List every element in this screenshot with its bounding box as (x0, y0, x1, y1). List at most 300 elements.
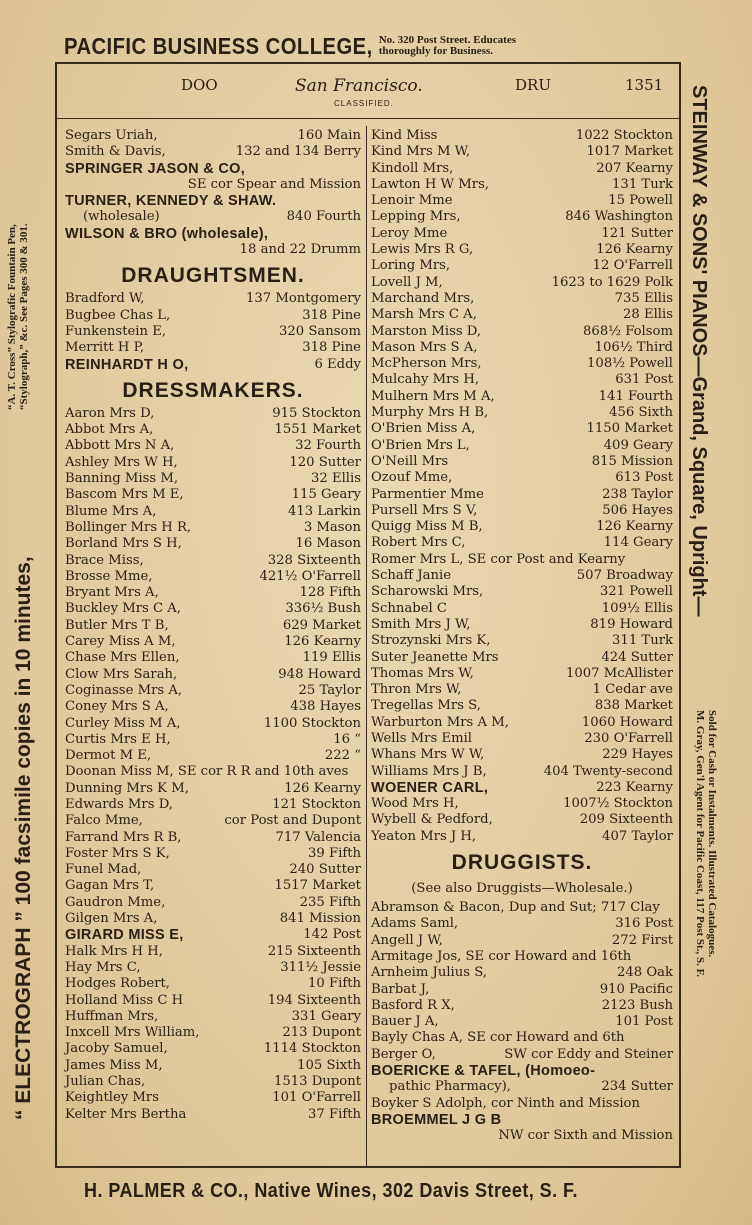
entry-address: 438 Hayes (290, 699, 361, 715)
entry-address: 160 Main (297, 128, 361, 143)
entry-address: 815 Mission (591, 453, 673, 469)
entry-name: Gaudron Mme, (65, 894, 166, 910)
entry-name: Hay Mrs C, (65, 959, 141, 975)
entry-name: TURNER, KENNEDY & SHAW. (65, 193, 277, 210)
entry-name: Kind Miss (371, 128, 438, 143)
directory-entry (65, 618, 361, 634)
entry-name: Ashley Mrs W H, (65, 454, 178, 470)
entry-name: BOERICKE & TAFEL, (Homoeo- (371, 1063, 596, 1080)
directory-entry (371, 193, 673, 209)
entry-name: Tregellas Mrs S, (371, 698, 481, 714)
page-number: 1351 (625, 76, 664, 94)
entry-address: 121 Sutter (601, 225, 673, 241)
header-rule (57, 118, 679, 119)
entry-address: 272 First (611, 932, 673, 948)
entry-address: 32 Ellis (310, 471, 361, 487)
entry-address: 105 Sixth (297, 1057, 361, 1073)
entry-address: 321 Powell (599, 584, 673, 600)
directory-entry (371, 209, 673, 225)
entry-address: 230 O'Farrell (584, 730, 673, 746)
directory-entry (371, 226, 673, 242)
entry-name: Bayly Chas A, SE cor Howard and 6th (371, 1030, 625, 1046)
directory-entry (65, 209, 361, 225)
header-left-code: DOO (181, 76, 218, 94)
entry-address: 413 Larkin (288, 503, 361, 519)
entry-name: Foster Mrs S K, (65, 845, 170, 861)
entry-address: 424 Sutter (601, 649, 673, 665)
column-rule (366, 126, 367, 1166)
entry-address: 506 Hayes (602, 502, 673, 518)
entry-address: NW cor Sixth and Mission (498, 1128, 673, 1144)
entry-name: Blume Mrs A, (65, 503, 157, 519)
entry-address: 1100 Stockton (263, 715, 361, 731)
entry-address: 37 Fifth (307, 1106, 361, 1122)
entry-name: Wood Mrs H, (371, 796, 459, 812)
entry-name: (wholesale) (83, 209, 160, 225)
right-side-advertisement (688, 85, 748, 1175)
entry-address: 10 Fifth (307, 976, 361, 992)
entry-name: Kind Mrs M W, (371, 144, 471, 160)
top-advertisement (64, 28, 684, 64)
entry-address: 336½ Bush (285, 601, 361, 617)
directory-entry (65, 960, 361, 976)
entry-address: 1517 Market (274, 878, 361, 894)
entry-name: Abramson & Bacon, Dup and Sut; 717 Clay (371, 900, 660, 916)
directory-entry (65, 862, 361, 878)
directory-entry (65, 193, 361, 209)
entry-name: Adams Saml, (371, 916, 459, 932)
entry-name: Murphy Mrs H B, (371, 405, 489, 421)
directory-entry (371, 982, 673, 998)
entry-address: 106½ Third (594, 339, 673, 355)
directory-entry (371, 633, 673, 649)
entry-name: Dermot M E, (65, 748, 152, 764)
entry-address: 39 Fifth (307, 845, 361, 861)
top-ad-main: PACIFIC BUSINESS COLLEGE, (64, 32, 373, 59)
entry-address: 328 Sixteenth (267, 552, 361, 568)
entry-name: Marsh Mrs C A, (371, 307, 477, 323)
left-column (65, 128, 361, 1123)
directory-entry (65, 1090, 361, 1106)
entry-name: Bollinger Mrs H R, (65, 519, 192, 535)
entry-address: 222 “ (324, 748, 361, 764)
entry-address: 407 Taylor (602, 828, 673, 844)
directory-entry (371, 998, 673, 1014)
entry-name: Edwards Mrs D, (65, 796, 173, 812)
entry-name: Thron Mrs W, (371, 682, 462, 698)
entry-name: Loring Mrs, (371, 258, 451, 274)
entry-name: Chase Mrs Ellen, (65, 650, 180, 666)
directory-entry (65, 226, 361, 242)
entry-name: Clow Mrs Sarah, (65, 666, 178, 682)
entry-address: 142 Post (303, 927, 361, 943)
entry-name: Wells Mrs Emil (371, 730, 473, 746)
entry-address: 115 Geary (291, 487, 361, 503)
directory-entry (371, 1128, 673, 1144)
directory-entry (371, 1063, 673, 1079)
header-city: San Francisco. (295, 76, 423, 96)
entry-name: Marston Miss D, (371, 323, 482, 339)
entry-name: Bascom Mrs M E, (65, 487, 184, 503)
directory-entry (65, 144, 361, 160)
entry-name: Arnheim Julius S, (371, 965, 487, 981)
directory-entry (65, 177, 361, 193)
entry-name: Inxcell Mrs William, (65, 1025, 200, 1041)
directory-entry (371, 1014, 673, 1030)
entry-address: 456 Sixth (609, 405, 673, 421)
entry-name: REINHARDT H O, (65, 356, 189, 373)
entry-address: 28 Ellis (622, 307, 673, 323)
right-side-ad-line1: Sold for Cash or Instalments. Illustrated Catalogues. (706, 710, 718, 958)
directory-entry (65, 504, 361, 520)
entry-address: 215 Sixteenth (267, 943, 361, 959)
directory-entry (65, 830, 361, 846)
entry-address: 207 Kearny (596, 160, 673, 176)
directory-entry (371, 900, 673, 916)
left-side-ad-main: “ ELECTROGRAPH ” 100 facsimile copies in 10 minutes, (12, 556, 35, 1120)
entry-address: 1 Cedar ave (592, 682, 673, 698)
directory-entry (371, 1030, 673, 1046)
top-ad-detail (379, 35, 516, 57)
entry-address: 1551 Market (274, 422, 361, 438)
right-side-ad-line2: M. Gray, Gen'l Agent for Pacific Coast, 117 Post St., S. F. (694, 710, 706, 978)
entry-name: Armitage Jos, SE cor Howard and 16th (371, 948, 632, 964)
directory-entry (371, 258, 673, 274)
entry-name: Angell J W, (371, 932, 443, 948)
entry-address: 613 Post (615, 470, 673, 486)
directory-entry (65, 308, 361, 324)
directory-entry (65, 1025, 361, 1041)
directory-entry (371, 324, 673, 340)
entry-address: 248 Oak (616, 965, 673, 981)
directory-entry (65, 748, 361, 764)
entry-address: 223 Kearny (596, 779, 673, 795)
directory-entry (371, 916, 673, 932)
directory-entry (371, 177, 673, 193)
directory-entry (371, 1079, 673, 1095)
entry-name: Scharowski Mrs, (371, 584, 484, 600)
directory-entry (65, 634, 361, 650)
entry-name: Merritt H P, (65, 340, 145, 356)
entry-address: 910 Pacific (599, 981, 673, 997)
entry-address: 404 Twenty-second (543, 763, 673, 779)
entry-name: O'Brien Mrs L, (371, 437, 470, 453)
entry-address: 1060 Howard (581, 714, 673, 730)
entry-address: 126 Kearny (596, 242, 673, 258)
directory-entry (65, 1107, 361, 1123)
bottom-advertisement: H. PALMER & CO., Native Wines, 302 Davis Street, S. F. (84, 1180, 578, 1202)
entry-address: 101 Post (615, 1014, 673, 1030)
section-heading: DRESSMAKERS. (122, 378, 304, 402)
directory-entry (371, 144, 673, 160)
entry-address: 18 and 22 Drumm (239, 242, 361, 258)
left-side-ad-line2: “Stylograph,” &c. See Pages 300 & 301. (18, 223, 30, 410)
entry-name: Schnabel C (371, 600, 448, 616)
entry-name: Bryant Mrs A, (65, 585, 159, 601)
entry-address: 1623 to 1629 Polk (551, 274, 673, 290)
directory-entry (65, 1074, 361, 1090)
entry-name: Schaff Janie (371, 568, 452, 584)
entry-name: Boyker S Adolph, cor Ninth and Mission (371, 1095, 640, 1111)
entry-name: Mulhern Mrs M A, (371, 388, 495, 404)
directory-entry (65, 976, 361, 992)
entry-name: Curley Miss M A, (65, 715, 181, 731)
entry-address: 109½ Ellis (601, 600, 673, 616)
entry-address: 126 Kearny (284, 780, 361, 796)
directory-entry (65, 291, 361, 307)
section-heading: DRAUGHTSMEN. (121, 264, 305, 288)
top-ad-line1: No. 320 Post Street. Educates (378, 34, 516, 46)
entry-name: SPRINGER JASON & CO, (65, 160, 246, 177)
directory-entry (371, 698, 673, 714)
entry-address: 838 Market (594, 698, 673, 714)
entry-name: Wybell & Pedford, (371, 812, 493, 828)
directory-entry (65, 324, 361, 340)
entry-address: 331 Geary (291, 1008, 361, 1024)
left-side-advertisement (4, 100, 50, 1180)
entry-name: Brace Miss, (65, 552, 144, 568)
directory-entry (65, 455, 361, 471)
entry-name: Funel Mad, (65, 862, 142, 878)
entry-name: Marchand Mrs, (371, 290, 475, 306)
entry-name: Doonan Miss M, SE cor R R and 10th aves (65, 764, 349, 780)
entry-name: Leroy Mme (371, 225, 448, 241)
directory-entry (371, 535, 673, 551)
entry-address: 2123 Bush (601, 997, 673, 1013)
entry-address: SW cor Eddy and Steiner (504, 1046, 673, 1062)
entry-name: Lewis Mrs R G, (371, 242, 474, 258)
left-side-ad-line1: “A. T. Cross” Stylografic Fountain Pen, (6, 224, 18, 410)
directory-entry (65, 161, 361, 177)
entry-address: 1007½ Stockton (563, 796, 673, 812)
entry-name: GIRARD MISS E, (65, 927, 184, 944)
directory-entry (65, 878, 361, 894)
directory-entry (371, 340, 673, 356)
entry-name: Butler Mrs T B, (65, 617, 169, 633)
entry-name: Smith & Davis, (65, 144, 166, 160)
directory-entry (371, 933, 673, 949)
directory-entry (65, 471, 361, 487)
entry-address: 234 Sutter (601, 1079, 673, 1095)
entry-address: 311½ Jessie (280, 959, 361, 975)
entry-address: 137 Montgomery (245, 291, 361, 307)
directory-entry (65, 781, 361, 797)
entry-address: SE cor Spear and Mission (187, 176, 361, 192)
entry-name: WOENER CARL, (371, 779, 489, 796)
entry-address: 1150 Market (586, 421, 673, 437)
directory-entry (65, 764, 361, 780)
entry-name: Borland Mrs S H, (65, 536, 182, 552)
entry-address: 1017 Market (586, 144, 673, 160)
directory-entry (371, 747, 673, 763)
entry-address: cor Post and Dupont (224, 813, 361, 829)
directory-entry (371, 796, 673, 812)
directory-entry (65, 357, 361, 373)
section-note: (See also Druggists—Wholesale.) (411, 881, 633, 897)
entry-address: 141 Fourth (598, 388, 673, 404)
directory-entry (65, 813, 361, 829)
directory-entry (371, 764, 673, 780)
entry-name: BROEMMEL J G B (371, 1111, 502, 1128)
entry-address: 132 and 134 Berry (235, 144, 361, 160)
entry-name: Dunning Mrs K M, (65, 780, 189, 796)
directory-entry (371, 584, 673, 600)
entry-name: Coney Mrs S A, (65, 699, 169, 715)
entry-address: 128 Fifth (299, 585, 361, 601)
directory-entry (371, 487, 673, 503)
entry-name: Huffman Mrs, (65, 1008, 159, 1024)
entry-name: James Miss M, (65, 1057, 163, 1073)
entry-address: 631 Post (615, 372, 673, 388)
entry-name: Whans Mrs W W, (371, 747, 485, 763)
directory-entry (371, 731, 673, 747)
entry-address: 121 Stockton (272, 796, 361, 812)
classified-label: CLASSIFIED. (334, 99, 394, 108)
entry-name: Bauer J A, (371, 1014, 439, 1030)
directory-entry (371, 829, 673, 845)
directory-entry (371, 682, 673, 698)
directory-entry (371, 715, 673, 731)
entry-address: 717 Valencia (275, 829, 361, 845)
entry-name: Curtis Mrs E H, (65, 731, 171, 747)
entry-address: 846 Washington (565, 209, 673, 225)
entry-name: Mulcahy Mrs H, (371, 372, 480, 388)
entry-name: Mason Mrs S A, (371, 339, 478, 355)
entry-name: Banning Miss M, (65, 471, 179, 487)
entry-address: 311 Turk (612, 633, 673, 649)
entry-name: Lepping Mrs, (371, 209, 461, 225)
entry-address: 735 Ellis (614, 290, 673, 306)
directory-entry (65, 895, 361, 911)
header-right-code: DRU (515, 76, 551, 94)
entry-address: 819 Howard (590, 616, 673, 632)
entry-name: Berger O, (371, 1046, 436, 1062)
entry-name: Romer Mrs L, SE cor Post and Kearny (371, 551, 626, 567)
right-side-ad-detail (694, 710, 718, 977)
directory-entry (371, 421, 673, 437)
directory-entry (371, 242, 673, 258)
directory-entry (65, 487, 361, 503)
directory-entry (371, 780, 673, 796)
directory-entry (371, 454, 673, 470)
entry-address: 320 Sansom (279, 323, 361, 339)
entry-address: 318 Pine (302, 340, 361, 356)
entry-address: 409 Geary (603, 437, 673, 453)
entry-address: 238 Taylor (602, 486, 673, 502)
directory-entry (65, 601, 361, 617)
directory-entry (65, 911, 361, 927)
entry-address: 16 “ (333, 731, 361, 747)
directory-entry (65, 242, 361, 258)
entry-name: Gilgen Mrs A, (65, 911, 158, 927)
directory-entry (65, 1058, 361, 1074)
right-side-ad-main: STEINWAY & SONS' PIANOS—Grand, Square, Upright— (688, 85, 710, 617)
entry-name: Thomas Mrs W, (371, 665, 474, 681)
entry-address: 101 O'Farrell (272, 1090, 361, 1106)
entry-name: Buckley Mrs C A, (65, 601, 181, 617)
directory-entry (371, 307, 673, 323)
entry-address: 25 Taylor (298, 682, 361, 698)
entry-name: Carey Miss A M, (65, 634, 176, 650)
entry-address: 3 Mason (303, 519, 361, 535)
entry-name: Suter Jeanette Mrs (371, 649, 499, 665)
entry-address: 126 Kearny (596, 519, 673, 535)
entry-address: 240 Sutter (289, 862, 361, 878)
directory-entry (65, 944, 361, 960)
entry-name: Hodges Robert, (65, 976, 170, 992)
directory-entry (65, 650, 361, 666)
entry-address: 16 Mason (295, 536, 361, 552)
directory-entry (371, 1112, 673, 1128)
entry-name: Julian Chas, (65, 1074, 146, 1090)
entry-name: Ozouf Mme, (371, 470, 453, 486)
entry-name: Keightley Mrs (65, 1090, 159, 1106)
entry-address: 6 Eddy (314, 356, 361, 372)
entry-address: 507 Broadway (576, 568, 673, 584)
directory-entry (65, 716, 361, 732)
entry-address: 32 Fourth (295, 438, 361, 454)
directory-entry (371, 438, 673, 454)
directory-entry (65, 422, 361, 438)
directory-entry (65, 699, 361, 715)
entry-name: Williams Mrs J B, (371, 763, 487, 779)
entry-name: pathic Pharmacy), (389, 1079, 511, 1095)
entry-address: 1513 Dupont (274, 1074, 361, 1090)
entry-address: 108½ Powell (587, 356, 673, 372)
directory-entry (371, 650, 673, 666)
directory-entry (371, 503, 673, 519)
entry-address: 1022 Stockton (575, 128, 673, 143)
entry-address: 915 Stockton (272, 405, 361, 421)
entry-name: Lawton H W Mrs, (371, 176, 490, 192)
entry-name: WILSON & BRO (wholesale), (65, 225, 269, 242)
entry-address: 120 Sutter (289, 454, 361, 470)
entry-name: McPherson Mrs, (371, 356, 482, 372)
directory-entry (371, 372, 673, 388)
entry-name: Abbott Mrs N A, (65, 438, 175, 454)
entry-name: Farrand Mrs R B, (65, 829, 182, 845)
entry-address: 421½ O'Farrell (259, 568, 361, 584)
entry-address: 131 Turk (612, 176, 673, 192)
entry-address: 229 Hayes (602, 747, 673, 763)
entry-address: 209 Sixteenth (579, 812, 673, 828)
directory-entry (65, 536, 361, 552)
directory-entry (65, 569, 361, 585)
directory-entry (65, 406, 361, 422)
directory-entry (65, 520, 361, 536)
directory-entry (65, 732, 361, 748)
directory-entry (371, 1096, 673, 1112)
entry-name: Yeaton Mrs J H, (371, 828, 477, 844)
entry-name: Bugbee Chas L, (65, 307, 171, 323)
entry-name: O'Brien Miss A, (371, 421, 476, 437)
directory-entry (371, 519, 673, 535)
directory-entry (371, 405, 673, 421)
entry-address: 1114 Stockton (263, 1041, 361, 1057)
top-ad-line2: thoroughly for Business. (378, 45, 493, 57)
entry-name: Bradford W, (65, 291, 145, 307)
entry-name: Jacoby Samuel, (65, 1041, 168, 1057)
directory-entry (371, 389, 673, 405)
entry-address: 213 Dupont (282, 1025, 361, 1041)
entry-name: Falco Mme, (65, 813, 143, 829)
directory-entry (371, 291, 673, 307)
entry-address: 12 O'Farrell (592, 258, 673, 274)
entry-name: Lovell J M, (371, 274, 443, 290)
entry-name: Lenoir Mme (371, 193, 453, 209)
entry-address: 119 Ellis (302, 650, 361, 666)
entry-name: Basford R X, (371, 997, 455, 1013)
